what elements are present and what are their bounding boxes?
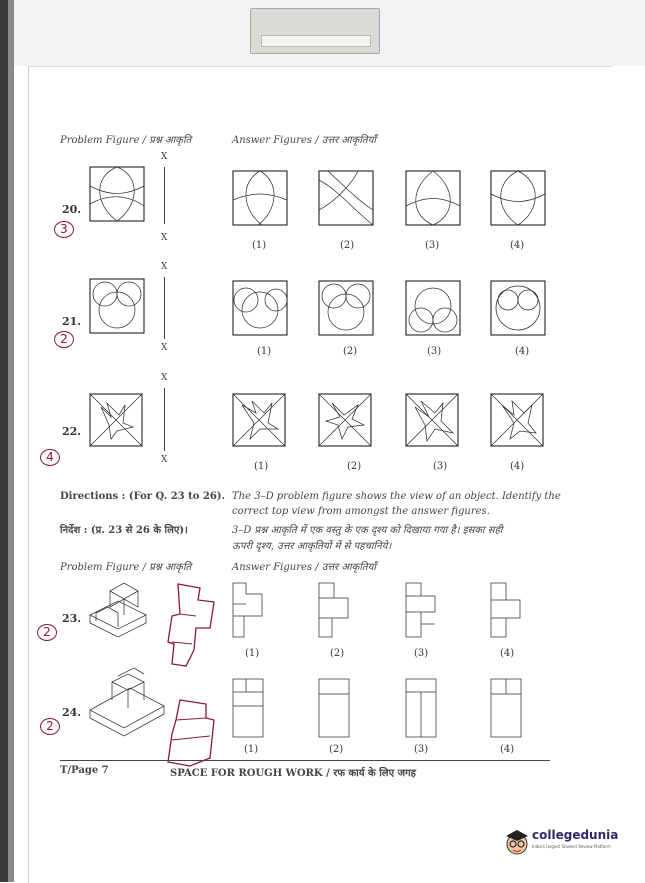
answer-figure-22-4 <box>490 393 544 447</box>
option-1: (1) <box>245 648 260 659</box>
option-3: (3) <box>433 461 448 472</box>
answer-figure-23-1 <box>232 582 264 638</box>
option-3: (3) <box>425 240 440 251</box>
handwritten-answer: 2 <box>54 331 74 348</box>
collegedunia-watermark <box>492 822 640 864</box>
axis-x-top: X <box>161 373 168 383</box>
answer-figures-header: Answer Figures / उत्तर आकृतियाँ <box>232 562 377 573</box>
graduate-mascot-icon <box>504 826 530 858</box>
handwritten-sketch-23 <box>166 580 222 668</box>
answer-figure-23-4 <box>490 582 522 638</box>
answer-figure-21-4 <box>490 280 546 336</box>
footer-rule <box>60 760 550 761</box>
question-number: 23. <box>62 612 82 625</box>
answer-figure-23-3 <box>405 582 437 638</box>
answer-figure-20-4 <box>490 170 546 226</box>
option-2: (2) <box>343 346 358 357</box>
handwritten-answer: 4 <box>40 449 60 466</box>
handwritten-sketch-24 <box>166 696 218 770</box>
option-2: (2) <box>329 744 344 755</box>
binder-clip <box>250 8 380 54</box>
option-1: (1) <box>257 346 272 357</box>
answer-figures-header: Answer Figures / उत्तर आकृतियाँ <box>232 135 377 146</box>
question-number: 20. <box>62 203 82 216</box>
answer-figure-20-3 <box>405 170 461 226</box>
directions-text-hi-1: 3–D प्रश्न आकृति में एक वस्तु के एक दृश्य को दिखाया गया है। इसका सही <box>232 525 503 536</box>
problem-figure-23-3d <box>88 577 160 643</box>
option-3: (3) <box>414 744 429 755</box>
directions-label-en: Directions : (For Q. 23 to 26). <box>60 491 226 502</box>
handwritten-answer: 3 <box>54 221 74 238</box>
option-3: (3) <box>427 346 442 357</box>
directions-text-en-1: The 3–D problem figure shows the view of an object. Identify the <box>232 491 561 502</box>
option-4: (4) <box>510 240 525 251</box>
option-1: (1) <box>254 461 269 472</box>
directions-text-hi-2: ऊपरी दृश्य, उत्तर आकृतियों में से पहचानिये। <box>232 541 392 552</box>
option-1: (1) <box>244 744 259 755</box>
axis-line <box>164 388 165 451</box>
answer-figure-24-1 <box>232 678 264 738</box>
rough-work-label: SPACE FOR ROUGH WORK / रफ कार्य के लिए जगह <box>170 768 416 779</box>
option-4: (4) <box>510 461 525 472</box>
axis-x-bottom: X <box>161 455 168 465</box>
brand-tagline: India's largest Student Review Platform <box>532 844 611 849</box>
option-4: (4) <box>500 648 515 659</box>
question-number: 22. <box>62 425 82 438</box>
directions-text-en-2: correct top view from amongst the answer figures. <box>232 506 490 517</box>
answer-figure-22-2 <box>318 393 372 447</box>
problem-figure-header: Problem Figure / प्रश्न आकृति <box>60 135 192 146</box>
scan-edge-shadow <box>8 0 14 882</box>
handwritten-answer: 2 <box>40 718 60 735</box>
option-2: (2) <box>347 461 362 472</box>
axis-x-bottom: X <box>161 343 168 353</box>
answer-figure-24-4 <box>490 678 522 738</box>
answer-figure-24-3 <box>405 678 437 738</box>
problem-figure-21 <box>89 278 145 334</box>
question-number: 21. <box>62 315 82 328</box>
answer-figure-23-2 <box>318 582 350 638</box>
page-number: T/Page 7 <box>60 765 109 776</box>
axis-line <box>164 167 165 224</box>
option-3: (3) <box>414 648 429 659</box>
problem-figure-24-3d <box>88 664 166 738</box>
problem-figure-20 <box>89 166 145 222</box>
scan-edge <box>0 0 8 882</box>
question-number: 24. <box>62 706 82 719</box>
option-4: (4) <box>500 744 515 755</box>
axis-x-top: X <box>161 262 168 272</box>
option-4: (4) <box>515 346 530 357</box>
problem-figure-header: Problem Figure / प्रश्न आकृति <box>60 562 192 573</box>
option-2: (2) <box>340 240 355 251</box>
answer-figure-24-2 <box>318 678 350 738</box>
answer-figure-21-3 <box>405 280 461 336</box>
handwritten-answer: 2 <box>37 624 57 641</box>
answer-figure-22-3 <box>405 393 459 447</box>
answer-figure-21-2 <box>318 280 374 336</box>
option-1: (1) <box>252 240 267 251</box>
answer-figure-20-2 <box>318 170 374 226</box>
directions-label-hi: निर्देश : (प्र. 23 से 26 के लिए)। <box>60 525 188 536</box>
answer-figure-20-1 <box>232 170 288 226</box>
axis-line <box>164 277 165 339</box>
option-2: (2) <box>330 648 345 659</box>
axis-x-top: X <box>161 152 168 162</box>
brand-name: collegedunia <box>532 828 619 842</box>
axis-x-bottom: X <box>161 233 168 243</box>
answer-figure-22-1 <box>232 393 286 447</box>
answer-figure-21-1 <box>232 280 288 336</box>
problem-figure-22 <box>89 393 143 447</box>
